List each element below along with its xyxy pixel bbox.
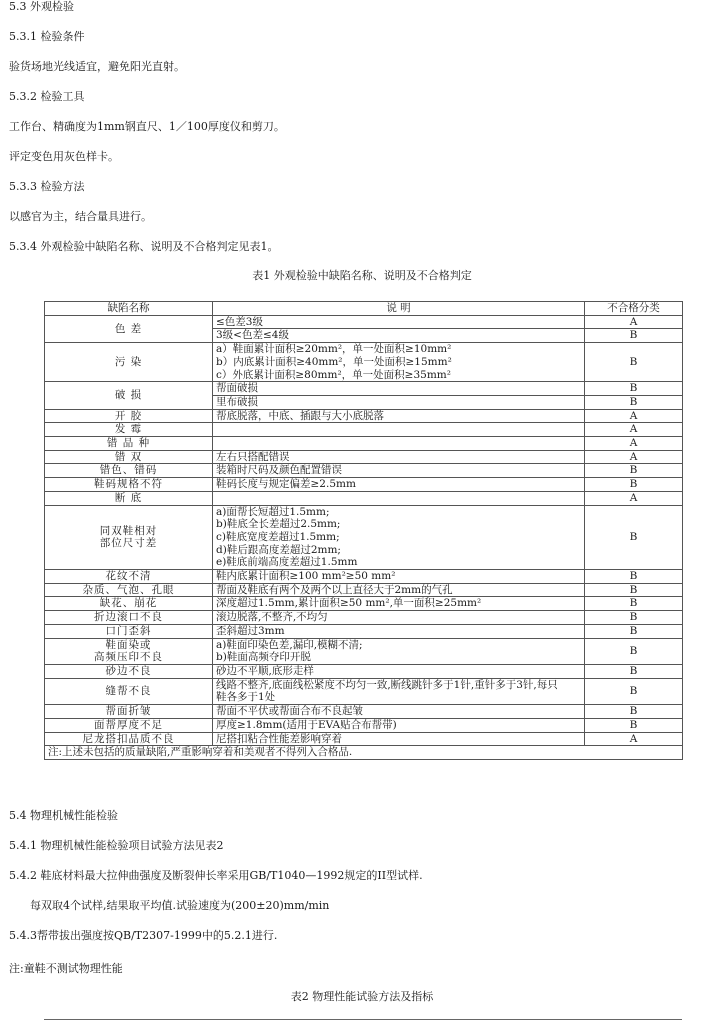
defect-name: 口门歪斜 (45, 624, 213, 638)
defect-grade: B (585, 638, 683, 664)
table-row (45, 611, 683, 625)
defect-name: 杂质、气泡、孔眼 (45, 583, 213, 597)
defect-grade: B (585, 664, 683, 678)
defect-description: 厚度≥1.8mm(适用于EVA贴合布帮带) (213, 718, 585, 732)
defect-name: 缝帮不良 (45, 678, 213, 704)
section-heading: 5.4 物理机械性能检验 (9, 809, 118, 822)
defect-description: 3级<色差≤4级 (213, 329, 585, 343)
paragraph: 5.4.3帮带拔出强度按QB/T2307-1999中的5.2.1进行. (9, 929, 278, 942)
name-line: 高频压印不良 (94, 651, 163, 664)
description-line: b)鞋面高频夺印开脱 (216, 651, 311, 664)
table-row (45, 570, 683, 584)
paragraph: 工作台、精确度为1mm钢直尺、1／100厚度仪和剪刀。 (9, 120, 285, 133)
defect-description: 帮面及鞋底有两个及两个以上直径大于2mm的气孔 (213, 583, 585, 597)
name-line: 鞋面染或 (105, 638, 152, 651)
defect-grade: B (585, 343, 683, 382)
defect-name: 开 胶 (45, 409, 213, 423)
section-heading: 5.3.3 检验方法 (9, 180, 85, 193)
defect-description: 帮底脱落，中底、插跟与大小底脱落 (213, 409, 585, 423)
table-row (45, 478, 683, 492)
defect-description (213, 343, 585, 382)
defect-name (45, 505, 213, 570)
section-heading: 5.3.1 检验条件 (9, 30, 85, 43)
section-heading: 5.3 外观检验 (9, 0, 74, 13)
table-header-row (45, 302, 683, 316)
defect-description: 左右只搭配错误 (213, 450, 585, 464)
defect-name: 破 损 (45, 382, 213, 409)
defect-description: 帮面破损 (213, 382, 585, 396)
paragraph: 5.4.2 鞋底材料最大拉伸曲强度及断裂伸长率采用GB/T1040—1992规定的II型试样. (9, 869, 423, 882)
defect-grade: B (585, 678, 683, 704)
defect-name: 污 染 (45, 343, 213, 382)
defect-grade: B (585, 478, 683, 492)
defect-grade: B (585, 382, 683, 396)
name-line: 部位尺寸差 (99, 537, 158, 550)
name-line: 同双鞋相对 (99, 524, 158, 537)
defect-name: 错色、错码 (45, 464, 213, 478)
table-row (45, 437, 683, 451)
table-row (45, 678, 683, 704)
defect-name: 面帮厚度不足 (45, 718, 213, 732)
defect-description: 装箱时尺码及颜色配置错误 (213, 464, 585, 478)
defect-description: 里布破损 (213, 395, 585, 409)
description-line: 鞋各多于1处 (216, 691, 276, 704)
description-line: b)鞋底全长差超过2.5mm; (216, 518, 341, 531)
defect-name: 错 双 (45, 450, 213, 464)
defect-description: 歪斜超过3mm (213, 624, 585, 638)
defect-table (44, 301, 683, 760)
table-row (45, 638, 683, 664)
table-row (45, 624, 683, 638)
table-row (45, 705, 683, 719)
defect-description (213, 423, 585, 437)
defect-description: 砂边不平顺,底形走样 (213, 664, 585, 678)
defect-description: 滚边脱落,不整齐,不均匀 (213, 611, 585, 625)
defect-name: 色 差 (45, 315, 213, 342)
paragraph: 注:童鞋不测试物理性能 (9, 962, 123, 975)
table-row (45, 732, 683, 746)
defect-name: 砂边不良 (45, 664, 213, 678)
table-row (45, 491, 683, 505)
defect-description (213, 638, 585, 664)
defect-name: 断 底 (45, 491, 213, 505)
defect-name (45, 638, 213, 664)
table-row (45, 597, 683, 611)
defect-name: 尼龙搭扣品质不良 (45, 732, 213, 746)
table-row (45, 664, 683, 678)
paragraph: 5.3.4 外观检验中缺陷名称、说明及不合格判定见表1。 (9, 240, 279, 253)
defect-description (213, 491, 585, 505)
defect-name: 发 霉 (45, 423, 213, 437)
table-row (45, 382, 683, 396)
paragraph: 验货场地光线适宜，避免阳光直射。 (9, 60, 185, 73)
defect-grade: A (585, 732, 683, 746)
defect-grade: B (585, 395, 683, 409)
defect-description: 鞋内底累计面积≥100 mm²≥50 mm² (213, 570, 585, 584)
defect-grade: A (585, 315, 683, 329)
defect-grade: B (585, 705, 683, 719)
table-row (45, 315, 683, 329)
description-line: e)鞋底前端高度差超过1.5mm (216, 556, 358, 569)
defect-grade: B (585, 505, 683, 570)
table-row (45, 450, 683, 464)
defect-grade: A (585, 409, 683, 423)
table-row (45, 718, 683, 732)
defect-grade: B (585, 597, 683, 611)
defect-grade: B (585, 329, 683, 343)
defect-description: 帮面不平伏或帮面合布不良起皱 (213, 705, 585, 719)
defect-description: 鞋码长度与规定偏差≥2.5mm (213, 478, 585, 492)
defect-name: 花纹不清 (45, 570, 213, 584)
defect-description: 深度超过1.5mm,累计面积≥50 mm²,单一面积≥25mm² (213, 597, 585, 611)
table-caption: 表1 外观检验中缺陷名称、说明及不合格判定 (252, 269, 472, 282)
table-note-row (45, 746, 683, 760)
description-line: a)面帮长短超过1.5mm; (216, 505, 330, 518)
table-row (45, 343, 683, 382)
table-row (45, 505, 683, 570)
table-row (45, 423, 683, 437)
defect-description (213, 678, 585, 704)
description-line: c）外底累计面积≥80mm²，单一处面积≥35mm² (216, 368, 451, 381)
description-line: b）内底累计面积≥40mm²，单一处面积≥15mm² (216, 355, 452, 368)
table-top-border (44, 1019, 682, 1020)
paragraph: 以感官为主，结合量具进行。 (9, 210, 152, 223)
defect-description: 尼搭扣粘合性能差影响穿着 (213, 732, 585, 746)
table-note: 注:上述未包括的质量缺陷,严重影响穿着和美观者不得列入合格品. (45, 746, 683, 760)
column-header: 不合格分类 (585, 302, 683, 316)
description-line: c)鞋底宽度差超过1.5mm; (216, 530, 340, 543)
table-caption: 表2 物理性能试验方法及指标 (290, 990, 434, 1003)
defect-grade: B (585, 583, 683, 597)
paragraph: 评定变色用灰色样卡。 (9, 150, 119, 163)
description-line: a）鞋面累计面积≥20mm²，单一处面积≥10mm² (216, 343, 452, 356)
description-line: 线路不整齐,底面线松紧度不均匀一致,断线跳针多于1针,重针多于3针,每只 (216, 678, 558, 691)
description-line: d)鞋后跟高度差超过2mm; (216, 543, 341, 556)
defect-grade: B (585, 718, 683, 732)
table-row (45, 583, 683, 597)
defect-description: ≤色差3级 (213, 315, 585, 329)
defect-description (213, 437, 585, 451)
description-line: a)鞋面印染色差,漏印,模糊不清; (216, 638, 363, 651)
defect-grade: A (585, 437, 683, 451)
defect-grade: B (585, 570, 683, 584)
section-heading: 5.3.2 检验工具 (9, 90, 85, 103)
defect-grade: A (585, 450, 683, 464)
defect-name: 折边滚口不良 (45, 611, 213, 625)
table-row (45, 409, 683, 423)
defect-name: 缺花、崩花 (45, 597, 213, 611)
paragraph: 每双取4个试样,结果取平均值.试验速度为(200±20)mm/min (30, 899, 330, 912)
column-header: 说 明 (213, 302, 585, 316)
defect-grade: B (585, 464, 683, 478)
defect-name: 错 品 种 (45, 437, 213, 451)
defect-grade: B (585, 624, 683, 638)
defect-name: 鞋码规格不符 (45, 478, 213, 492)
column-header: 缺陷名称 (45, 302, 213, 316)
defect-grade: A (585, 423, 683, 437)
defect-name: 帮面折皱 (45, 705, 213, 719)
table-row (45, 464, 683, 478)
defect-grade: A (585, 491, 683, 505)
defect-description (213, 505, 585, 570)
defect-grade: B (585, 611, 683, 625)
paragraph: 5.4.1 物理机械性能检验项目试验方法见表2 (9, 839, 224, 852)
